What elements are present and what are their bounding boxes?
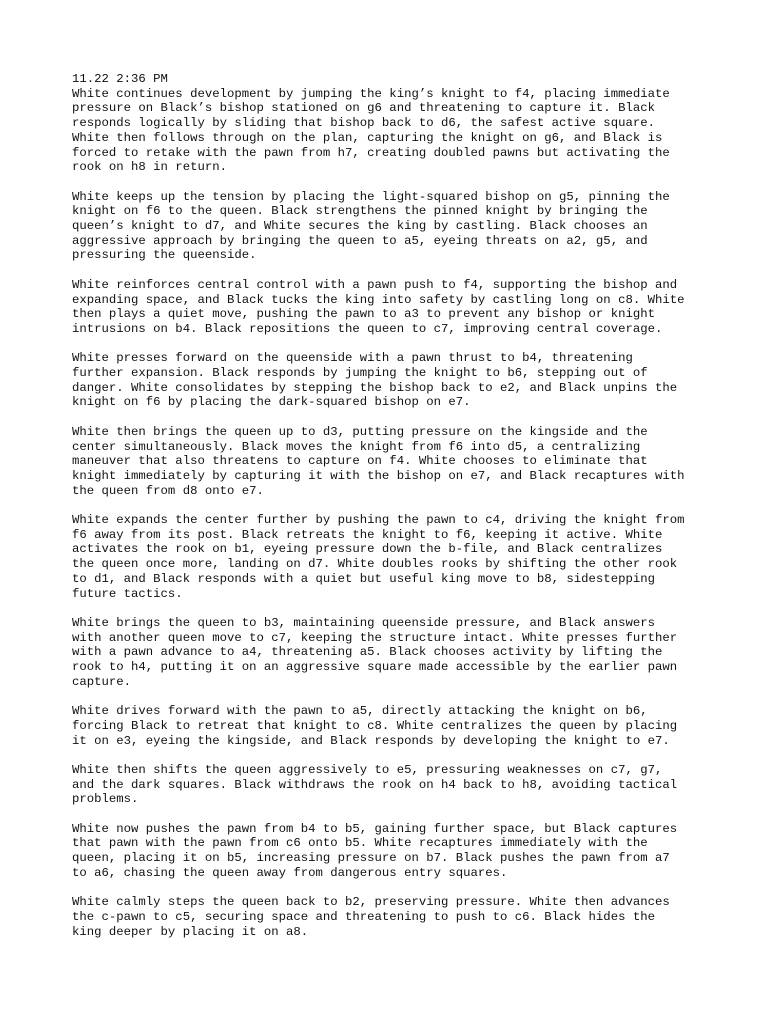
paragraph-2: White keeps up the tension by placing the light-squared bishop on g5, pinning the knight on f6 to the queen. Black strengthens the pinned knight by bringing the queen’s knight to d7, and White secures the king by castling. Black chooses an aggressive approach by bringing the queen to a5, eyeing threats on a2, g5, and pressuring the queenside. xyxy=(72,189,670,263)
paragraph-3: White reinforces central control with a pawn push to f4, supporting the bishop and expanding space, and Black tucks the king into safety by castling long on c8. White then plays a quiet move, pushing the pawn to a3 to prevent any bishop or knight intrusions on b4. Black repositions the queen to c7, improving central coverage. xyxy=(72,277,685,336)
paragraph-9: White then shifts the queen aggressively to e5, pressuring weaknesses on c7, g7, and the dark squares. Black withdraws the rook on h4 back to h8, avoiding tactical problems. xyxy=(72,762,678,807)
document-page xyxy=(72,72,708,954)
paragraph-10: White now pushes the pawn from b4 to b5, gaining further space, but Black captures that pawn with the pawn from c6 onto b5. White recaptures immediately with the queen, placing it on b5, increasing pressure on b7. Black pushes the pawn from a7 to a6, chasing the queen away from dangerous entry squares. xyxy=(72,821,678,880)
paragraph-4: White presses forward on the queenside with a pawn thrust to b4, threatening further expansion. Black responds by jumping the knight to b6, stepping out of danger. White consolidates by stepping the bishop back to e2, and Black unpins the knight on f6 by placing the dark-squared bishop on e7. xyxy=(72,351,678,410)
paragraph-1: White continues development by jumping the king’s knight to f4, placing immediate pressure on Black’s bishop stationed on g6 and threatening to capture it. Black responds logically by sliding that bishop back to d6, the safest active square. White then follows through on the plan, capturing the knight on g6, and Black is forced to retake with the pawn from h7, creating doubled pawns but activating the rook on h8 in return. xyxy=(72,86,670,175)
paragraph-8: White drives forward with the pawn to a5, directly attacking the knight on b6, forcing Black to retreat that knight to c8. White centralizes the queen by placing it on e3, eyeing the kingside, and Black responds by developing the knight to e7. xyxy=(72,704,678,748)
timestamp: 11.22 2:36 PM xyxy=(72,72,168,86)
paragraph-11: White calmly steps the queen back to b2, preserving pressure. White then advances the c-pawn to c5, securing space and threatening to push to c6. Black hides the king deeper by placing it on a8. xyxy=(72,895,670,939)
paragraph-5: White then brings the queen up to d3, putting pressure on the kingside and the center simultaneously. Black moves the knight from f6 into d5, a centralizing maneuver that also threatens to capture on f4. White chooses to eliminate that knight immediately by capturing it with the bishop on e7, and Black recaptures with the queen from d8 onto e7. xyxy=(72,424,685,498)
paragraph-7: White brings the queen to b3, maintaining queenside pressure, and Black answers with another queen move to c7, keeping the structure intact. White presses further with a pawn advance to a4, threatening a5. Black chooses activity by lifting the rook to h4, putting it on an aggressive square made accessible by the earlier pawn capture. xyxy=(72,615,678,689)
paragraph-6: White expands the center further by pushing the pawn to c4, driving the knight from f6 away from its post. Black retreats the knight to f6, keeping it active. White activates the rook on b1, eyeing pressure down the b-file, and Black centralizes the queen once more, landing on d7. White doubles rooks by shifting the other rook to d1, and Black responds with a quiet but useful king move to b8, sidestepping future tactics. xyxy=(72,513,685,601)
